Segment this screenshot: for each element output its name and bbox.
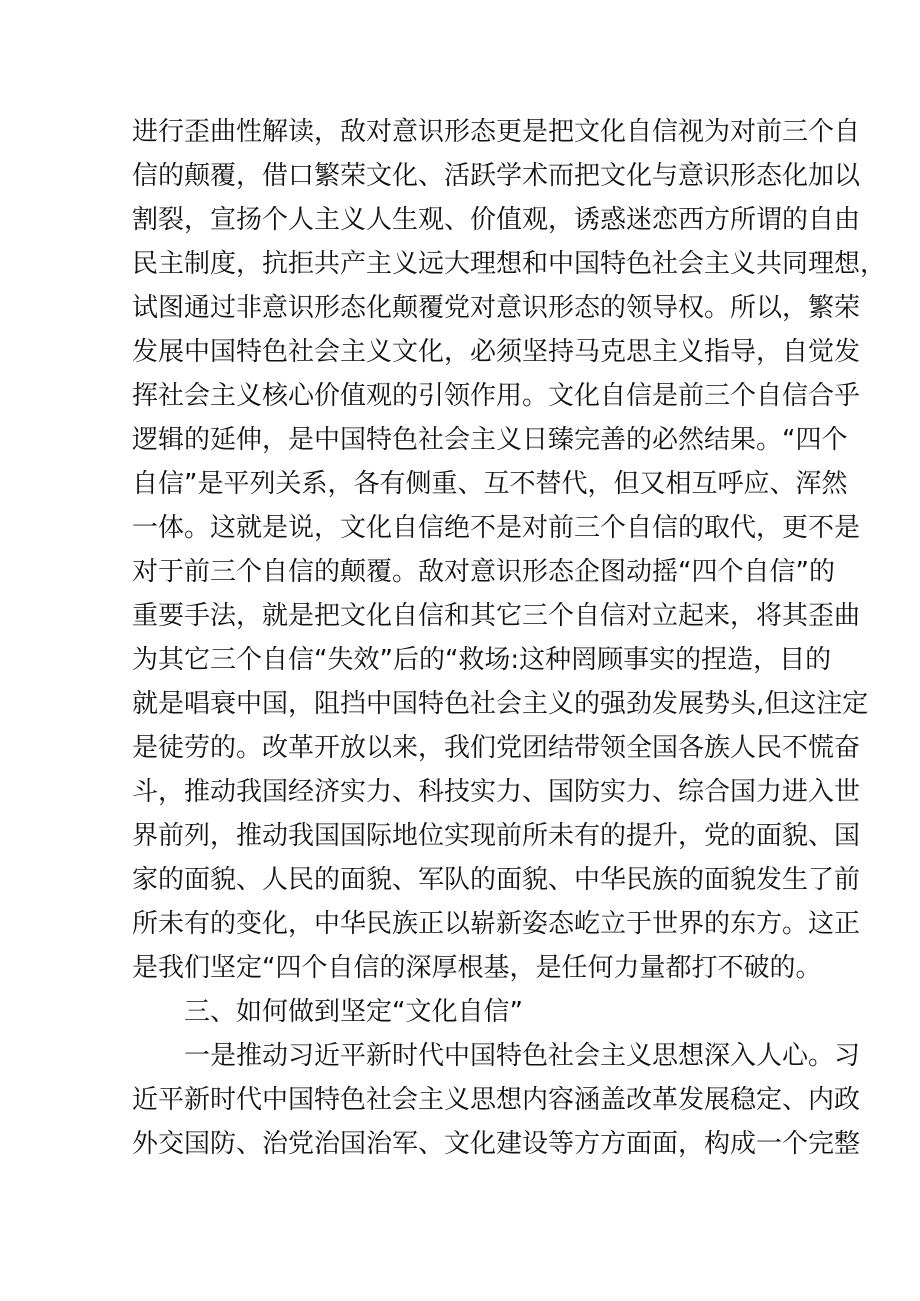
- text-line: 进行歪曲性解读，敌对意识形态更是把文化自信视为对前三个自: [132, 117, 861, 147]
- text-line: 挥社会主义核心价值观的引领作用。文化自信是前三个自信合乎: [132, 381, 861, 411]
- text-line: 外交国防、治党治国治军、文化建设等方方面面，构成一个完整: [132, 1129, 861, 1159]
- text-line: 是徒劳的。改革开放以来，我们党团结带领全国各族人民不慌奋: [132, 733, 861, 763]
- text-line: 对于前三个自信的颠覆。敌对意识形态企图动摇“四个自信”的: [132, 557, 835, 587]
- text-line: 发展中国特色社会主义文化，必须坚持马克思主义指导，自觉发: [132, 337, 861, 367]
- text-line: 一体。这就是说，文化自信绝不是对前三个自信的取代，更不是: [132, 513, 861, 543]
- document-body: [132, 110, 887, 1166]
- text-line: 就是唱衰中国，阻挡中国特色社会主义的强劲发展势头,但这注定: [132, 689, 869, 719]
- text-line: 自信”是平列关系，各有侧重、互不替代，但又相互呼应、浑然: [132, 469, 848, 499]
- text-line: 一是推动习近平新时代中国特色社会主义思想深入人心。习: [184, 1041, 861, 1071]
- text-line: 为其它三个自信“失效”后的“救场:这种罔顾事实的捏造，目的: [132, 645, 832, 675]
- text-line: 民主制度，抗拒共产主义远大理想和中国特色社会主义共同理想，: [132, 249, 887, 279]
- text-line: 信的颠覆，借口繁荣文化、活跃学术而把文化与意识形态化加以: [132, 161, 861, 191]
- text-line: 斗，推动我国经济实力、科技实力、国防实力、综合国力进入世: [132, 777, 861, 807]
- text-line: 割裂，宣扬个人主义人生观、价值观，诱惑迷恋西方所谓的自由: [132, 205, 861, 235]
- text-line: 逻辑的延伸，是中国特色社会主义日臻完善的必然结果。“四个: [132, 425, 848, 455]
- text-line: 近平新时代中国特色社会主义思想内容涵盖改革发展稳定、内政: [132, 1085, 861, 1115]
- text-line: 界前列，推动我国国际地位实现前所未有的提升，党的面貌、国: [132, 821, 861, 851]
- text-line: 所未有的变化，中华民族正以崭新姿态屹立于世界的东方。这正: [132, 909, 861, 939]
- text-line: 重要手法，就是把文化自信和其它三个自信对立起来，将其歪曲: [132, 601, 861, 631]
- text-line: 试图通过非意识形态化颠覆党对意识形态的领导权。所以，繁荣: [132, 293, 861, 323]
- text-line: 家的面貌、人民的面貌、军队的面貌、中华民族的面貌发生了前: [132, 865, 861, 895]
- section-heading: 三、如何做到坚定“文化自信”: [184, 997, 523, 1027]
- text-line: 是我们坚定“四个自信的深厚根基，是任何力量都打不破的。: [132, 953, 822, 983]
